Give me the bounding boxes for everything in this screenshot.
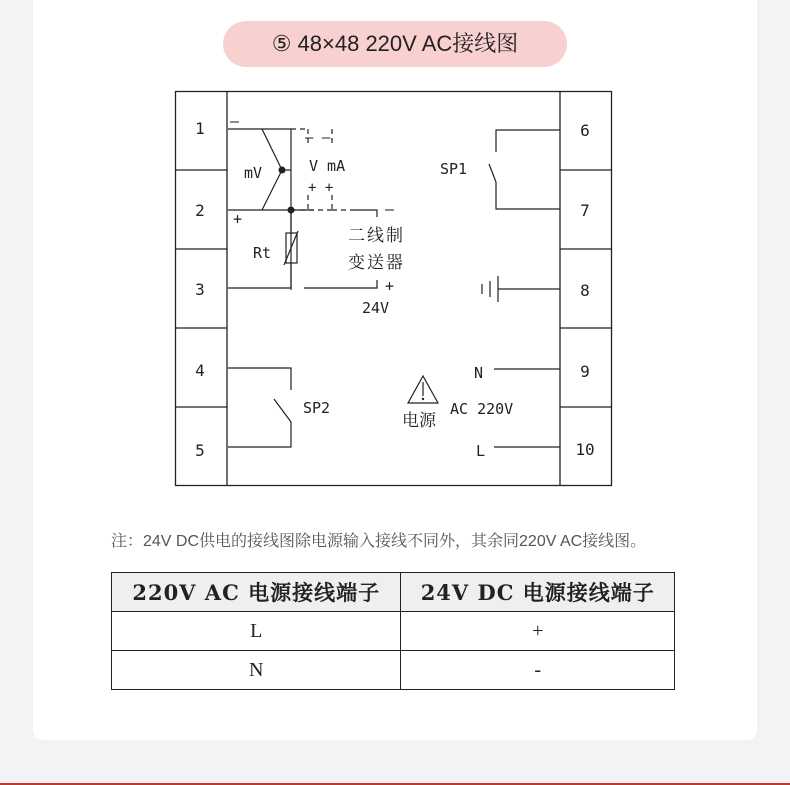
transmitter-wire-minus xyxy=(350,210,377,217)
junction-dot-upper xyxy=(279,167,286,174)
sp2-contact xyxy=(228,368,291,390)
label-transmitter-minus: – xyxy=(385,200,395,218)
wiring-note: 注：24V DC供电的接线图除电源输入接线不同外，其余同220V AC接线图。 xyxy=(111,533,647,550)
transmitter-wire-plus xyxy=(304,280,377,288)
terminal-6: 6 xyxy=(580,121,590,140)
terminal-9: 9 xyxy=(580,362,590,381)
terminal-5: 5 xyxy=(195,441,205,460)
label-plus-2: + xyxy=(233,210,243,228)
label-v-ma-minus: – – xyxy=(305,130,331,146)
terminal-3: 3 xyxy=(195,280,205,299)
terminal-7: 7 xyxy=(580,201,590,220)
table-cell: N xyxy=(112,651,401,690)
label-rt: Rt xyxy=(253,244,272,262)
label-n: N xyxy=(474,364,484,382)
wiring-diagram xyxy=(174,90,614,488)
table-header-ac: 220V AC 电源接线端子 xyxy=(112,573,401,612)
label-mv: mV xyxy=(244,164,263,182)
label-sp2: SP2 xyxy=(303,399,331,417)
table-row xyxy=(112,651,675,690)
terminal-4: 4 xyxy=(195,361,205,380)
table-cell: L xyxy=(112,612,401,651)
table-row xyxy=(112,612,675,651)
terminal-2: 2 xyxy=(195,201,205,220)
label-transmitter-line2: 变送器 xyxy=(348,253,405,273)
table-header-row xyxy=(112,573,675,612)
diagram-title: ⑤ 48×48 220V AC接线图 xyxy=(223,21,567,67)
label-ac-220v: AC 220V xyxy=(450,400,514,418)
label-transmitter-plus: + xyxy=(385,277,395,295)
label-transmitter-24v: 24V xyxy=(362,299,390,317)
label-sp1: SP1 xyxy=(440,160,468,178)
junction-dot-lower xyxy=(288,207,295,214)
power-terminal-table xyxy=(111,572,675,690)
label-transmitter-line1: 二线制 xyxy=(348,226,405,246)
label-v-ma-plus: + + xyxy=(308,180,334,196)
terminal-8: 8 xyxy=(580,281,590,300)
table-cell: - xyxy=(401,651,675,690)
table-header-dc: 24V DC 电源接线端子 xyxy=(401,573,675,612)
terminal-10: 10 xyxy=(575,440,595,459)
label-l: L xyxy=(476,442,486,460)
table-cell: + xyxy=(401,612,675,651)
label-power: 电源 xyxy=(402,411,436,431)
terminal-1: 1 xyxy=(195,119,205,138)
label-v-ma: V mA xyxy=(309,157,346,175)
label-minus-1: – xyxy=(230,112,240,130)
sp1-contact xyxy=(496,130,560,152)
